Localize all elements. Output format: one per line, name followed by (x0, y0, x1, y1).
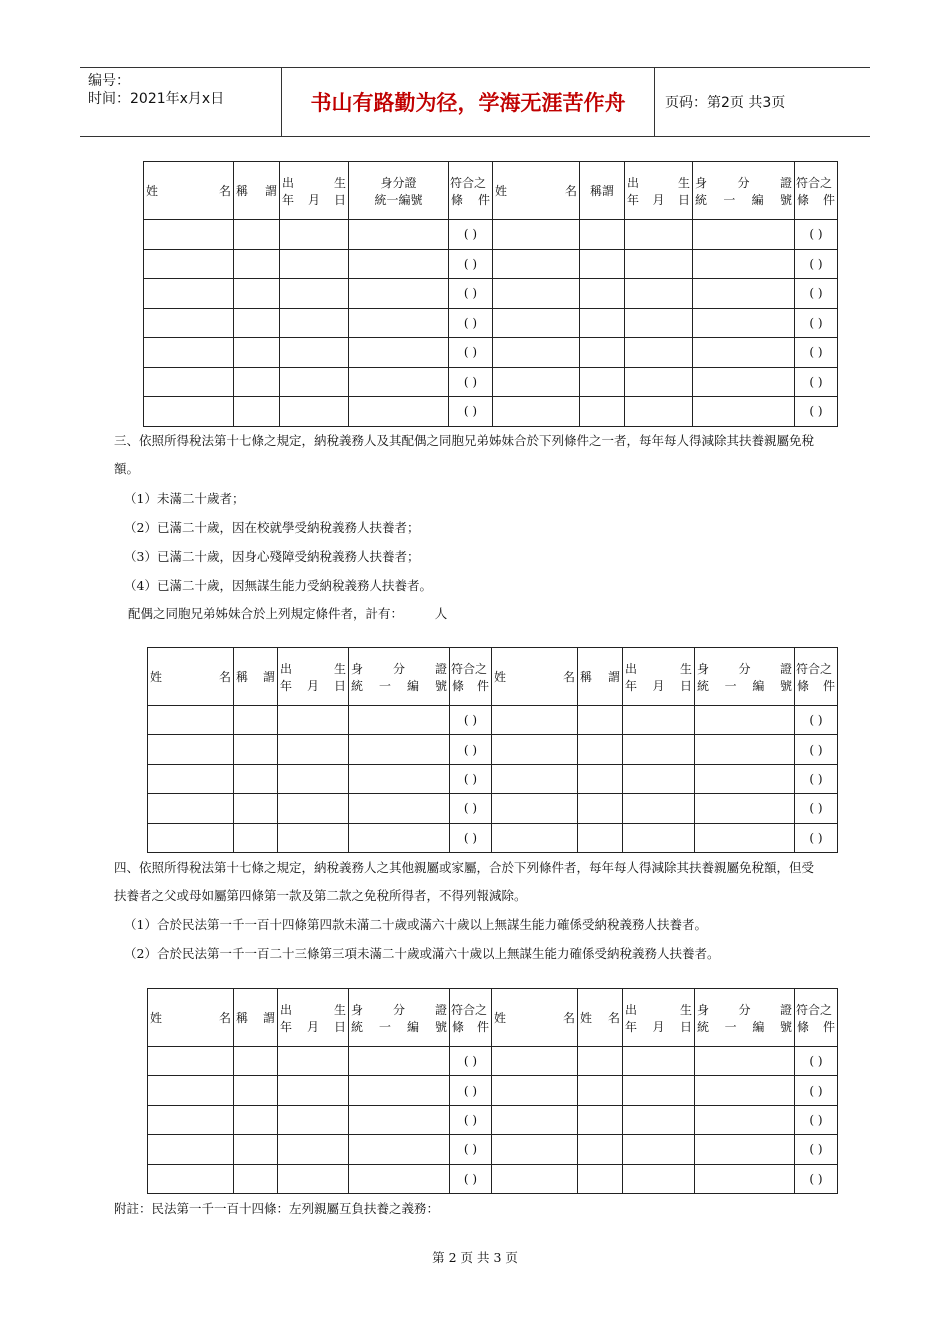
blank-entry-cell[interactable] (144, 308, 234, 338)
blank-entry-cell[interactable] (234, 1135, 278, 1164)
blank-entry-cell[interactable] (234, 706, 278, 735)
col-id-header: 身 分 證 統 一 編 號 (349, 989, 450, 1047)
blank-entry-cell[interactable] (349, 764, 450, 793)
table-row (144, 397, 838, 427)
code-label: 编号： (88, 73, 130, 89)
blank-entry-cell[interactable] (278, 1105, 349, 1134)
condition-check-cell[interactable]: ( ) (450, 794, 492, 823)
condition-check-cell[interactable]: ( ) (795, 338, 838, 368)
section4-item-2: （2）合於民法第一千一百二十三條第三項未滿二十歲或滿六十歲以上無謀生能力確係受納稅義務人扶養者。 (124, 946, 720, 961)
blank-entry-cell[interactable] (349, 1047, 450, 1076)
section3-item-3: （3）已滿二十歲，因身心殘障受納稅義務人扶養者； (124, 549, 420, 564)
blank-entry-cell[interactable] (693, 220, 795, 250)
blank-entry-cell[interactable] (695, 1135, 795, 1164)
col-condition-header: 符合之 條 件 (450, 648, 492, 706)
blank-entry-cell[interactable] (148, 764, 234, 793)
condition-check-cell[interactable]: ( ) (795, 1105, 838, 1134)
table-row (144, 220, 838, 250)
table-row (148, 1105, 838, 1134)
blank-entry-cell[interactable] (492, 823, 578, 852)
table-row (144, 308, 838, 338)
section4-paragraph-line1: 四、依照所得稅法第十七條之規定，納稅義務人之其他親屬或家屬，合於下列條件者，每年每人得減除其扶養親屬免稅額，但受 (114, 860, 815, 875)
blank-entry-cell[interactable] (278, 823, 349, 852)
blank-entry-cell[interactable] (349, 823, 450, 852)
page-header (80, 67, 870, 137)
blank-entry-cell[interactable] (234, 249, 280, 279)
condition-check-cell[interactable]: ( ) (795, 764, 838, 793)
blank-entry-cell[interactable] (493, 338, 580, 368)
condition-check-cell[interactable]: ( ) (795, 706, 838, 735)
col-condition-header: 符合之 條 件 (450, 989, 492, 1047)
blank-entry-cell[interactable] (234, 279, 280, 309)
condition-check-cell[interactable]: ( ) (449, 397, 493, 427)
blank-entry-cell[interactable] (623, 1164, 695, 1193)
table-row (144, 279, 838, 309)
blank-entry-cell[interactable] (693, 308, 795, 338)
condition-check-cell[interactable]: ( ) (795, 823, 838, 852)
condition-check-cell[interactable]: ( ) (795, 794, 838, 823)
condition-check-cell[interactable]: ( ) (795, 220, 838, 250)
blank-entry-cell[interactable] (578, 735, 623, 764)
blank-entry-cell[interactable] (349, 735, 450, 764)
blank-entry-cell[interactable] (492, 1047, 578, 1076)
section3-count-line: 配偶之同胞兄弟姊妹合於上列規定條件者，計有： 人 (128, 606, 448, 621)
blank-entry-cell[interactable] (695, 706, 795, 735)
blank-entry-cell[interactable] (492, 735, 578, 764)
blank-entry-cell[interactable] (693, 367, 795, 397)
condition-check-cell[interactable]: ( ) (450, 764, 492, 793)
table-row (148, 706, 838, 735)
blank-entry-cell[interactable] (623, 1047, 695, 1076)
table-row (148, 764, 838, 793)
section4-paragraph-line2: 扶養者之父或母如屬第四條第一款及第二款之免稅所得者，不得列報減除。 (114, 888, 527, 903)
blank-entry-cell[interactable] (280, 397, 349, 427)
section3-item-4: （4）已滿二十歲，因無謀生能力受納稅義務人扶養者。 (124, 578, 432, 593)
blank-entry-cell[interactable] (580, 279, 625, 309)
blank-entry-cell[interactable] (280, 249, 349, 279)
blank-entry-cell[interactable] (623, 823, 695, 852)
blank-entry-cell[interactable] (693, 249, 795, 279)
blank-entry-cell[interactable] (349, 338, 449, 368)
blank-entry-cell[interactable] (349, 308, 449, 338)
condition-check-cell[interactable]: ( ) (450, 1047, 492, 1076)
blank-entry-cell[interactable] (578, 706, 623, 735)
blank-entry-cell[interactable] (234, 1105, 278, 1134)
col-birth-header-right: 出 生 年 月 日 (623, 989, 695, 1047)
blank-entry-cell[interactable] (623, 794, 695, 823)
blank-entry-cell[interactable] (144, 249, 234, 279)
header-meta (80, 68, 282, 136)
table-row (148, 1164, 838, 1193)
condition-check-cell[interactable]: ( ) (795, 367, 838, 397)
blank-entry-cell[interactable] (144, 397, 234, 427)
condition-check-cell[interactable]: ( ) (450, 1076, 492, 1105)
col-id-header: 身 分 證 統 一 編 號 (349, 648, 450, 706)
col-relation-header-right: 姓 名 (578, 989, 623, 1047)
blank-entry-cell[interactable] (148, 706, 234, 735)
blank-entry-cell[interactable] (148, 1164, 234, 1193)
blank-entry-cell[interactable] (234, 735, 278, 764)
blank-entry-cell[interactable] (580, 308, 625, 338)
blank-entry-cell[interactable] (625, 220, 693, 250)
blank-entry-cell[interactable] (492, 1076, 578, 1105)
blank-entry-cell[interactable] (234, 823, 278, 852)
header-motto: 书山有路勤为径，学海无涯苦作舟 (282, 68, 655, 136)
relatives-table-2 (147, 647, 838, 853)
blank-entry-cell[interactable] (578, 823, 623, 852)
blank-entry-cell[interactable] (578, 794, 623, 823)
blank-entry-cell[interactable] (278, 1164, 349, 1193)
col-id-header-right: 身 分 證 統 一 編 號 (695, 648, 795, 706)
blank-entry-cell[interactable] (623, 1076, 695, 1105)
blank-entry-cell[interactable] (349, 706, 450, 735)
condition-check-cell[interactable]: ( ) (450, 706, 492, 735)
blank-entry-cell[interactable] (349, 1135, 450, 1164)
condition-check-cell[interactable]: ( ) (795, 308, 838, 338)
blank-entry-cell[interactable] (278, 706, 349, 735)
blank-entry-cell[interactable] (234, 367, 280, 397)
section4-item-1: （1）合於民法第一千一百十四條第四款未滿二十歲或滿六十歲以上無謀生能力確係受納稅義務人扶養者。 (124, 917, 707, 932)
blank-entry-cell[interactable] (578, 1105, 623, 1134)
section3-item-2: （2）已滿二十歲，因在校就學受納稅義務人扶養者； (124, 520, 420, 535)
table-row (148, 1047, 838, 1076)
blank-entry-cell[interactable] (349, 397, 449, 427)
blank-entry-cell[interactable] (349, 794, 450, 823)
condition-check-cell[interactable]: ( ) (449, 220, 493, 250)
blank-entry-cell[interactable] (493, 279, 580, 309)
blank-entry-cell[interactable] (695, 1164, 795, 1193)
blank-entry-cell[interactable] (234, 397, 280, 427)
condition-check-cell[interactable]: ( ) (795, 1076, 838, 1105)
blank-entry-cell[interactable] (144, 338, 234, 368)
condition-check-cell[interactable]: ( ) (795, 249, 838, 279)
blank-entry-cell[interactable] (693, 397, 795, 427)
blank-entry-cell[interactable] (148, 1076, 234, 1105)
blank-entry-cell[interactable] (148, 794, 234, 823)
blank-entry-cell[interactable] (493, 308, 580, 338)
col-condition-header-right: 符合之 條 件 (795, 162, 838, 220)
blank-entry-cell[interactable] (493, 397, 580, 427)
blank-entry-cell[interactable] (278, 764, 349, 793)
table-row (144, 338, 838, 368)
blank-entry-cell[interactable] (623, 1135, 695, 1164)
blank-entry-cell[interactable] (623, 735, 695, 764)
col-name-header-right: 姓 名 (493, 162, 580, 220)
blank-entry-cell[interactable] (578, 1164, 623, 1193)
blank-entry-cell[interactable] (234, 1047, 278, 1076)
page-footer: 第 2 页 共 3 页 (432, 1250, 518, 1265)
blank-entry-cell[interactable] (695, 735, 795, 764)
blank-entry-cell[interactable] (148, 823, 234, 852)
blank-entry-cell[interactable] (578, 1135, 623, 1164)
blank-entry-cell[interactable] (148, 735, 234, 764)
table-row (148, 735, 838, 764)
col-birth-header-right: 出 生 年 月 日 (623, 648, 695, 706)
blank-entry-cell[interactable] (695, 1076, 795, 1105)
blank-entry-cell[interactable] (695, 823, 795, 852)
blank-entry-cell[interactable] (493, 367, 580, 397)
col-id-header-right: 身 分 證 統 一 編 號 (693, 162, 795, 220)
section3-item-1: （1）未滿二十歲者； (124, 491, 245, 506)
table-row (148, 823, 838, 852)
col-birth-header: 出 生 年 月 日 (280, 162, 349, 220)
footnote: 附註：民法第一千一百十四條：左列親屬互負扶養之義務： (114, 1201, 440, 1216)
col-name-header: 姓 名 (148, 648, 234, 706)
blank-entry-cell[interactable] (492, 1105, 578, 1134)
relatives-table-1 (143, 161, 838, 427)
blank-entry-cell[interactable] (349, 1076, 450, 1105)
blank-entry-cell[interactable] (625, 279, 693, 309)
blank-entry-cell[interactable] (148, 1047, 234, 1076)
condition-check-cell[interactable]: ( ) (449, 367, 493, 397)
blank-entry-cell[interactable] (493, 249, 580, 279)
table-header-row (148, 989, 838, 1047)
blank-entry-cell[interactable] (278, 1076, 349, 1105)
blank-entry-cell[interactable] (278, 1135, 349, 1164)
relatives-table-3 (147, 988, 838, 1194)
blank-entry-cell[interactable] (493, 220, 580, 250)
table-header-row (148, 648, 838, 706)
col-relation-header: 稱 謂 (234, 648, 278, 706)
section3-paragraph-line1: 三、依照所得稅法第十七條之規定，納稅義務人及其配偶之同胞兄弟姊妹合於下列條件之一者，每年每人得減除其扶養親屬免稅 (114, 433, 815, 448)
blank-entry-cell[interactable] (278, 794, 349, 823)
blank-entry-cell[interactable] (492, 794, 578, 823)
blank-entry-cell[interactable] (580, 220, 625, 250)
blank-entry-cell[interactable] (623, 1105, 695, 1134)
col-name-header-right: 姓 名 (492, 989, 578, 1047)
condition-check-cell[interactable]: ( ) (449, 338, 493, 368)
blank-entry-cell[interactable] (234, 220, 280, 250)
blank-entry-cell[interactable] (625, 308, 693, 338)
condition-check-cell[interactable]: ( ) (795, 279, 838, 309)
condition-check-cell[interactable]: ( ) (795, 1164, 838, 1193)
blank-entry-cell[interactable] (280, 220, 349, 250)
blank-entry-cell[interactable] (695, 794, 795, 823)
blank-entry-cell[interactable] (580, 249, 625, 279)
blank-entry-cell[interactable] (578, 1076, 623, 1105)
blank-entry-cell[interactable] (695, 1105, 795, 1134)
table-row (148, 1135, 838, 1164)
table-row (148, 794, 838, 823)
blank-entry-cell[interactable] (144, 279, 234, 309)
blank-entry-cell[interactable] (492, 706, 578, 735)
blank-entry-cell[interactable] (693, 279, 795, 309)
condition-check-cell[interactable]: ( ) (795, 397, 838, 427)
blank-entry-cell[interactable] (144, 220, 234, 250)
condition-check-cell[interactable]: ( ) (450, 1164, 492, 1193)
blank-entry-cell[interactable] (278, 735, 349, 764)
col-birth-header: 出 生 年 月 日 (278, 648, 349, 706)
condition-check-cell[interactable]: ( ) (449, 249, 493, 279)
col-condition-header-right: 符合之 條 件 (795, 989, 838, 1047)
col-condition-header-right: 符合之 條 件 (795, 648, 838, 706)
blank-entry-cell[interactable] (349, 1105, 450, 1134)
blank-entry-cell[interactable] (623, 706, 695, 735)
condition-check-cell[interactable]: ( ) (795, 735, 838, 764)
blank-entry-cell[interactable] (693, 338, 795, 368)
condition-check-cell[interactable]: ( ) (449, 279, 493, 309)
col-id-header: 身分證 統一編號 (349, 162, 449, 220)
blank-entry-cell[interactable] (148, 1105, 234, 1134)
blank-entry-cell[interactable] (625, 397, 693, 427)
blank-entry-cell[interactable] (578, 1047, 623, 1076)
blank-entry-cell[interactable] (625, 249, 693, 279)
header-page-info: 页码：第2页 共3页 (665, 95, 786, 111)
condition-check-cell[interactable]: ( ) (795, 1047, 838, 1076)
col-condition-header: 符合之 條 件 (449, 162, 493, 220)
condition-check-cell[interactable]: ( ) (449, 308, 493, 338)
blank-entry-cell[interactable] (492, 764, 578, 793)
blank-entry-cell[interactable] (234, 764, 278, 793)
col-relation-header-right: 稱 謂 (578, 648, 623, 706)
blank-entry-cell[interactable] (349, 1164, 450, 1193)
condition-check-cell[interactable]: ( ) (450, 1135, 492, 1164)
blank-entry-cell[interactable] (492, 1164, 578, 1193)
blank-entry-cell[interactable] (349, 279, 449, 309)
blank-entry-cell[interactable] (234, 794, 278, 823)
table-row (148, 1076, 838, 1105)
col-id-header-right: 身 分 證 統 一 編 號 (695, 989, 795, 1047)
col-relation-header-right: 稱謂 (580, 162, 625, 220)
blank-entry-cell[interactable] (278, 1047, 349, 1076)
blank-entry-cell[interactable] (580, 338, 625, 368)
blank-entry-cell[interactable] (234, 1076, 278, 1105)
col-name-header: 姓 名 (144, 162, 234, 220)
section3-paragraph-line2: 額。 (114, 461, 140, 476)
col-birth-header-right: 出 生 年 月 日 (625, 162, 693, 220)
blank-entry-cell[interactable] (695, 764, 795, 793)
blank-entry-cell[interactable] (280, 338, 349, 368)
col-name-header: 姓 名 (148, 989, 234, 1047)
blank-entry-cell[interactable] (580, 397, 625, 427)
blank-entry-cell[interactable] (280, 367, 349, 397)
col-birth-header: 出 生 年 月 日 (278, 989, 349, 1047)
blank-entry-cell[interactable] (623, 764, 695, 793)
condition-check-cell[interactable]: ( ) (795, 1135, 838, 1164)
blank-entry-cell[interactable] (625, 367, 693, 397)
blank-entry-cell[interactable] (234, 1164, 278, 1193)
blank-entry-cell[interactable] (234, 338, 280, 368)
blank-entry-cell[interactable] (492, 1135, 578, 1164)
blank-entry-cell[interactable] (625, 338, 693, 368)
blank-entry-cell[interactable] (144, 367, 234, 397)
table-header-row (144, 162, 838, 220)
table-row (144, 249, 838, 279)
blank-entry-cell[interactable] (578, 764, 623, 793)
table-row (144, 367, 838, 397)
blank-entry-cell[interactable] (280, 308, 349, 338)
blank-entry-cell[interactable] (695, 1047, 795, 1076)
blank-entry-cell[interactable] (234, 308, 280, 338)
col-relation-header: 稱 謂 (234, 162, 280, 220)
blank-entry-cell[interactable] (349, 249, 449, 279)
blank-entry-cell[interactable] (349, 220, 449, 250)
condition-check-cell[interactable]: ( ) (450, 823, 492, 852)
condition-check-cell[interactable]: ( ) (450, 735, 492, 764)
blank-entry-cell[interactable] (148, 1135, 234, 1164)
blank-entry-cell[interactable] (349, 367, 449, 397)
blank-entry-cell[interactable] (580, 367, 625, 397)
blank-entry-cell[interactable] (280, 279, 349, 309)
col-name-header-right: 姓 名 (492, 648, 578, 706)
time-label: 时间：2021年x月x日 (88, 91, 225, 107)
condition-check-cell[interactable]: ( ) (450, 1105, 492, 1134)
col-relation-header: 稱 謂 (234, 989, 278, 1047)
